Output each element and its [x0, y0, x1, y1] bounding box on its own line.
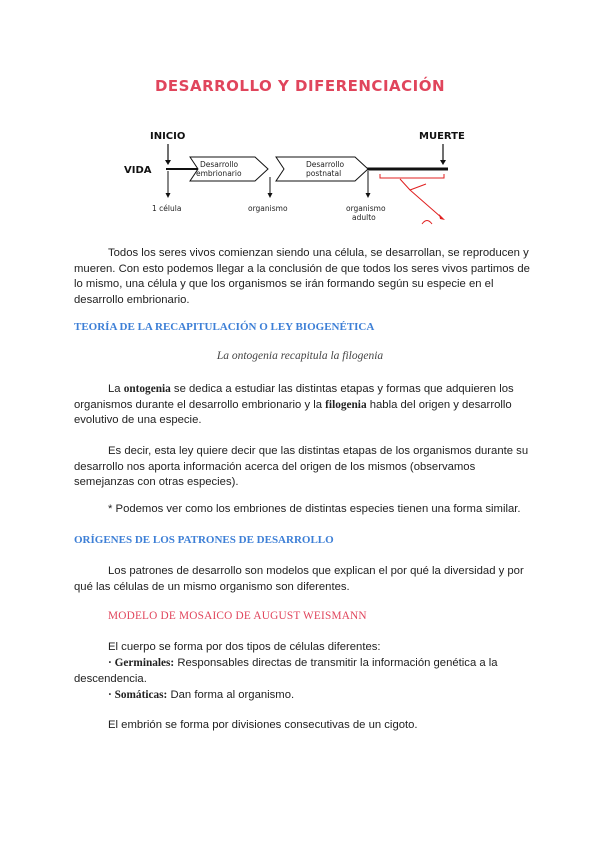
somaticas-label: · Somáticas: — [108, 689, 168, 701]
red-bracket — [380, 174, 444, 178]
label-adult-1: organismo — [346, 204, 386, 213]
section2-paragraph2: El cuerpo se forma por dos tipos de células diferentes: — [108, 641, 381, 653]
red-arrow — [400, 179, 442, 218]
label-one-cell: 1 célula — [152, 204, 182, 213]
intro-paragraph: Todos los seres vivos comienzan siendo una célula, se desarrollan, se reproducen y mueren. Con esto podemos llegar a la conclusión de que todos los seres vivos partimos de lo mismo, una célula y que los organismos se irán formando según su especie en el desarrollo embrionario. — [74, 247, 530, 306]
section2-paragraph3: El embrión se forma por divisiones consecutivas de un cigoto. — [108, 719, 418, 731]
weismann-heading: MODELO DE MOSAICO DE AUGUST WEISMANN — [108, 610, 367, 622]
box2-line1: Desarrollo — [306, 160, 345, 169]
germinales-label: · Germinales: — [108, 657, 175, 669]
section2-paragraph1: Los patrones de desarrollo son modelos que explican el por qué la diversidad y por qué las células de un mismo organismo son diferentes. — [74, 565, 524, 593]
inicio-label: INICIO — [150, 131, 186, 142]
section1-paragraph2: Es decir, esta ley quiere decir que las distintas etapas de los organismos durante su desarrollo nos aporta información acerca del origen de los mismos (observamos semejanzas con otras especies). — [74, 445, 529, 488]
box1-line2: embrionario — [196, 169, 242, 178]
section1-note: * Podemos ver como los embriones de distintas especies tienen una forma similar. — [108, 503, 521, 515]
muerte-label: MUERTE — [419, 131, 465, 142]
red-small-mark — [422, 221, 432, 225]
section1-paragraph1: La ontogenia se dedica a estudiar las distintas etapas y formas que adquieren los organismos durante el desarrollo embrionario y la filogenia habla del origen y desarrollo evolutivo de una especie. — [74, 383, 514, 426]
bullet-germinales: · Germinales: Responsables directas de transmitir la información genética a la descendencia. — [74, 657, 498, 685]
vida-label: VIDA — [124, 165, 152, 176]
term-ontogenia: ontogenia — [123, 383, 171, 395]
bullet-somaticas: · Somáticas: Dan forma al organismo. — [108, 689, 295, 701]
term-filogenia: filogenia — [325, 398, 367, 411]
section2-heading: ORÍGENES DE LOS PATRONES DE DESARROLLO — [74, 534, 334, 546]
section1-heading: TEORÍA DE LA RECAPITULACIÓN O LEY BIOGENÉTICA — [74, 321, 375, 333]
label-adult-2: adulto — [352, 213, 376, 222]
label-organism: organismo — [248, 204, 288, 213]
box2-line2: postnatal — [306, 169, 342, 178]
life-cycle-diagram — [110, 122, 470, 232]
section1-quote: La ontogenia recapitula la filogenia — [216, 350, 384, 362]
box1-line1: Desarrollo — [200, 160, 239, 169]
page-title: DESARROLLO Y DIFERENCIACIÓN — [154, 77, 446, 95]
